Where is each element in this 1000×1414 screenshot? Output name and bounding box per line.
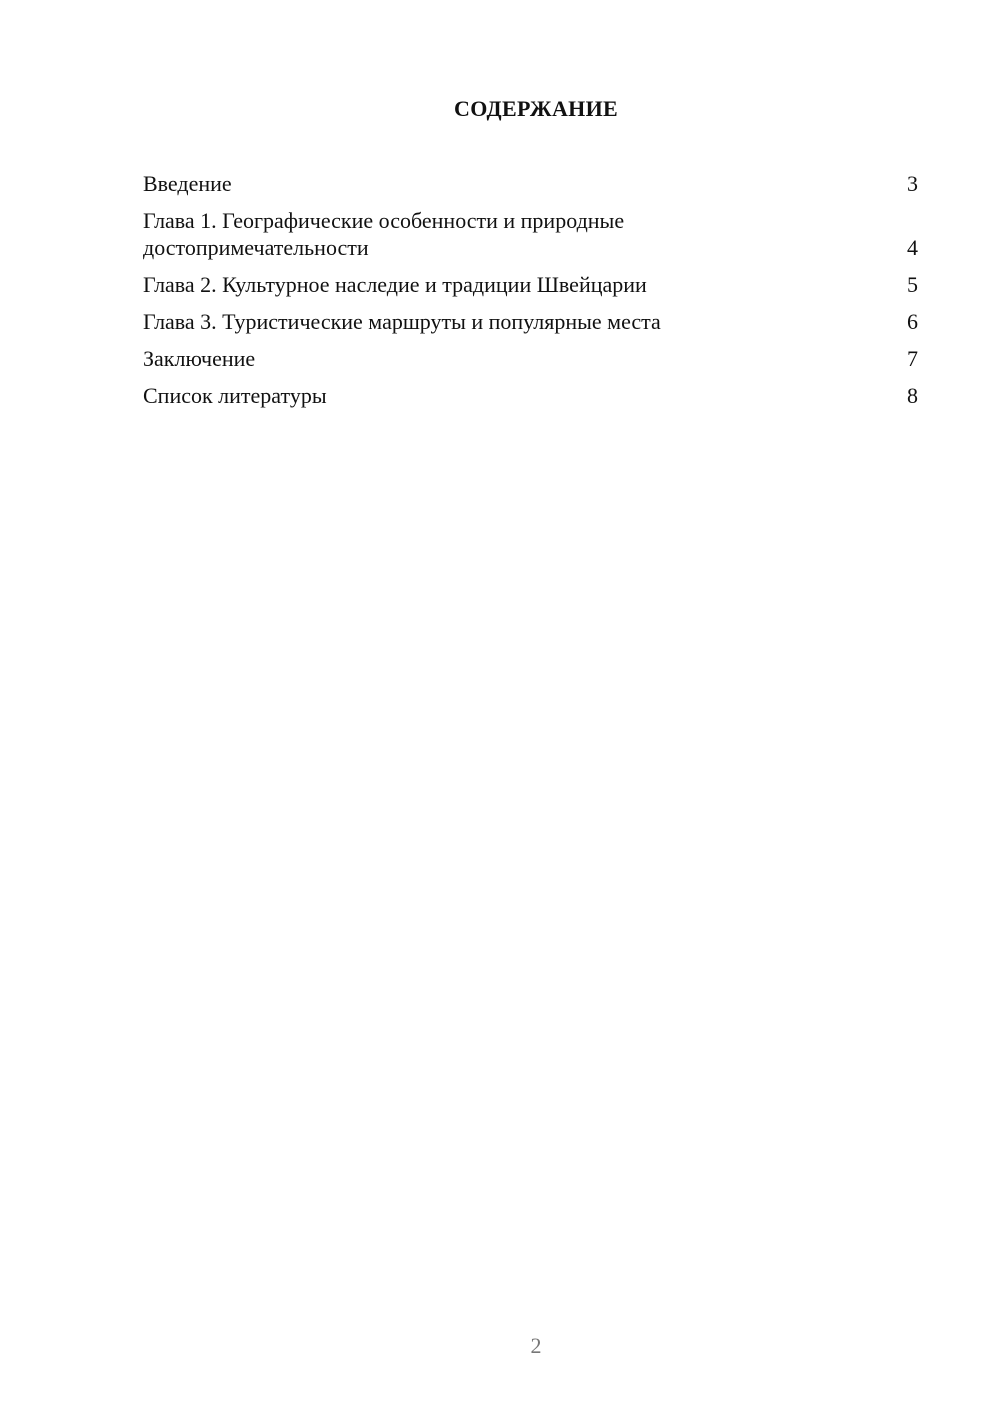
- toc-entry-label: Заключение: [143, 346, 256, 371]
- toc-entry-conclusion[interactable]: [143, 345, 918, 372]
- toc-entry-label: Список литературы: [143, 383, 327, 408]
- toc-entry-bibliography[interactable]: [143, 382, 918, 409]
- toc-entry-page: 7: [907, 346, 918, 371]
- toc-entry-page: 4: [907, 235, 918, 260]
- toc-entry-chapter-1[interactable]: [143, 207, 918, 261]
- toc-entry-chapter-3[interactable]: [143, 308, 918, 335]
- toc-entry-introduction[interactable]: [143, 170, 918, 197]
- toc-entry-label: Введение: [143, 171, 232, 196]
- page-title: СОДЕРЖАНИЕ: [454, 96, 618, 121]
- toc-entry-page: 5: [907, 272, 918, 297]
- toc-entry-page: 6: [907, 309, 918, 334]
- toc-entry-label: Глава 1. Географические особенности и природные достопримечательности: [143, 208, 625, 260]
- toc-entry-page: 8: [907, 383, 918, 408]
- toc-entry-label: Глава 2. Культурное наследие и традиции Швейцарии: [143, 272, 647, 297]
- page-number: 2: [530, 1333, 542, 1358]
- toc-entry-label: Глава 3. Туристические маршруты и популярные места: [143, 309, 661, 334]
- table-of-contents: [143, 170, 918, 419]
- toc-entry-page: 3: [907, 171, 918, 196]
- toc-entry-chapter-2[interactable]: [143, 271, 918, 298]
